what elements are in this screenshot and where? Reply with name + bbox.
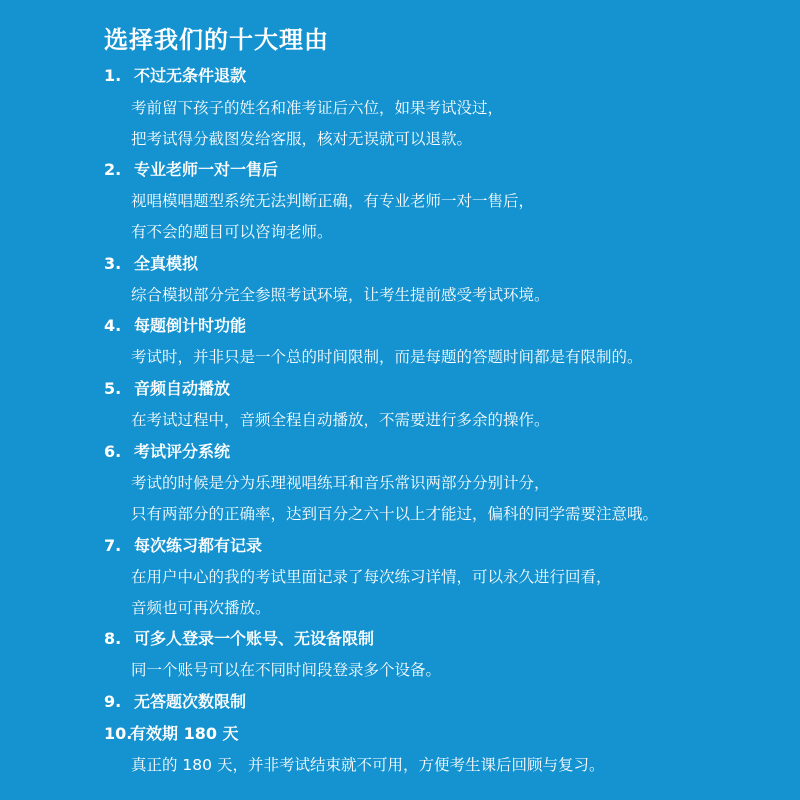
- reason-heading: [104, 440, 230, 464]
- reason-title: 每次练习都有记录: [134, 536, 263, 555]
- page-title: 选择我们的十大理由: [104, 26, 329, 54]
- reason-detail-line: 有不会的题目可以咨询老师。: [131, 223, 333, 241]
- reason-number: 4.: [104, 316, 122, 335]
- reason-detail-line: 考前留下孩子的姓名和准考证后六位，如果考试没过，: [131, 99, 504, 117]
- reason-title: 音频自动播放: [134, 379, 231, 398]
- reason-title: 全真模拟: [134, 254, 199, 273]
- reason-number: 9.: [104, 692, 122, 711]
- reason-detail-line: 在用户中心的我的考试里面记录了每次练习详情，可以永久进行回看，: [131, 568, 612, 586]
- reason-number: 10.: [104, 724, 133, 743]
- reason-heading: [104, 64, 246, 88]
- reason-heading: [104, 690, 246, 714]
- reason-title: 不过无条件退款: [134, 66, 247, 85]
- reason-detail-line: 把考试得分截图发给客服，核对无误就可以退款。: [131, 130, 473, 148]
- reason-detail-line: 同一个账号可以在不同时间段登录多个设备。: [131, 661, 442, 679]
- reason-detail-line: 综合模拟部分完全参照考试环境，让考生提前感受考试环境。: [131, 286, 550, 304]
- reason-detail-line: 真正的 180 天，并非考试结束就不可用，方便考生课后回顾与复习。: [131, 756, 605, 774]
- reason-heading: [104, 722, 239, 746]
- reason-number: 2.: [104, 160, 122, 179]
- reason-title: 有效期 180 天: [130, 724, 239, 743]
- reason-title: 考试评分系统: [134, 442, 231, 461]
- reason-detail-line: 只有两部分的正确率，达到百分之六十以上才能过，偏科的同学需要注意哦。: [131, 505, 659, 523]
- reason-title: 无答题次数限制: [134, 692, 247, 711]
- reason-detail-line: 音频也可再次播放。: [131, 599, 271, 617]
- reason-heading: [104, 627, 374, 651]
- reason-detail-line: 视唱模唱题型系统无法判断正确，有专业老师一对一售后，: [131, 192, 535, 210]
- reason-heading: [104, 314, 246, 338]
- reason-number: 1.: [104, 66, 122, 85]
- reason-detail-line: 考试的时候是分为乐理视唱练耳和音乐常识两部分分别计分，: [131, 474, 550, 492]
- reason-number: 3.: [104, 254, 122, 273]
- reason-heading: [104, 252, 198, 276]
- reason-heading: [104, 377, 230, 401]
- reason-heading: [104, 158, 278, 182]
- reason-heading: [104, 534, 262, 558]
- reason-title: 专业老师一对一售后: [134, 160, 279, 179]
- reason-number: 6.: [104, 442, 122, 461]
- reason-number: 8.: [104, 629, 122, 648]
- reason-title: 可多人登录一个账号、无设备限制: [134, 629, 375, 648]
- reason-number: 5.: [104, 379, 122, 398]
- reason-title: 每题倒计时功能: [134, 316, 247, 335]
- reason-detail-line: 考试时，并非只是一个总的时间限制，而是每题的答题时间都是有限制的。: [131, 348, 643, 366]
- reason-number: 7.: [104, 536, 122, 555]
- reason-detail-line: 在考试过程中，音频全程自动播放，不需要进行多余的操作。: [131, 411, 550, 429]
